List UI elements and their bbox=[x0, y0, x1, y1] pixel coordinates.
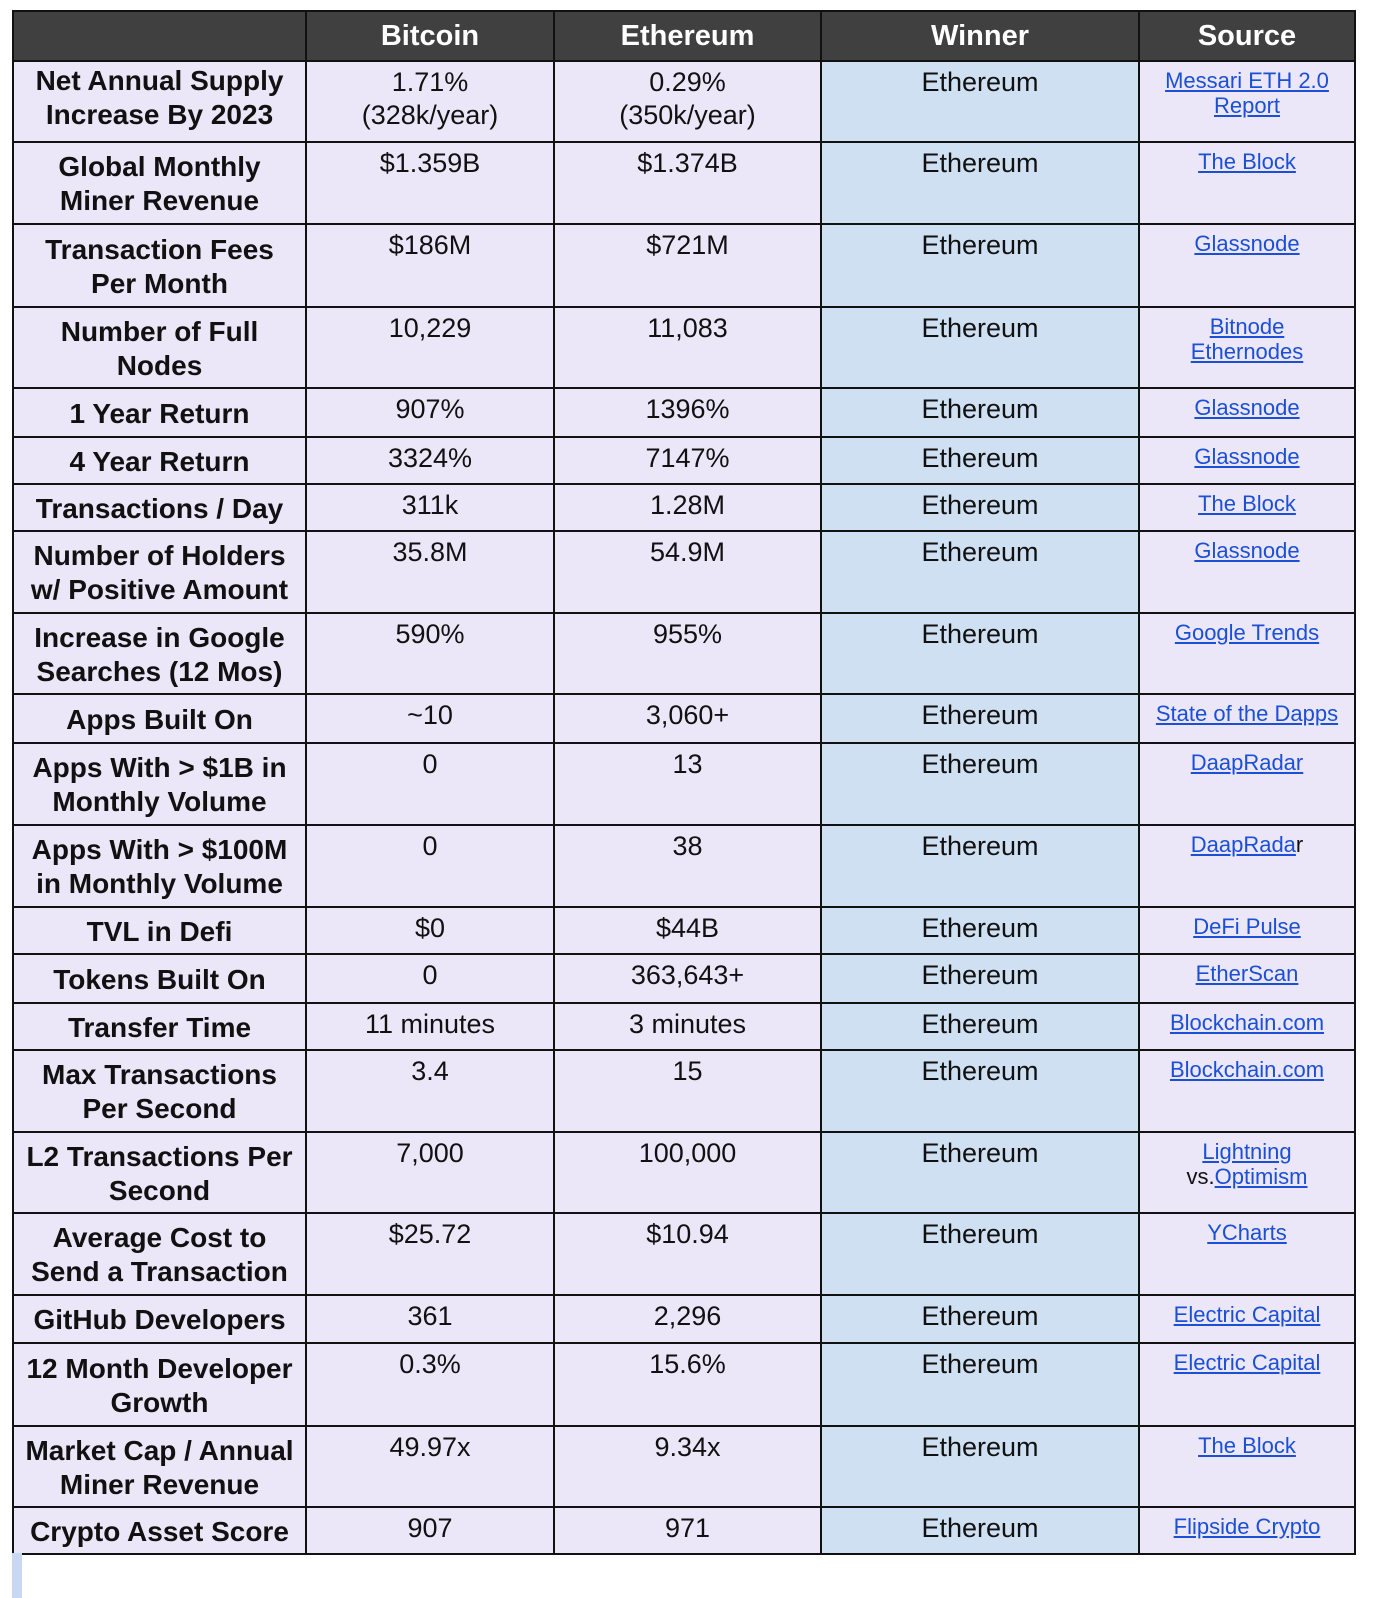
winner-value: Ethereum bbox=[821, 1050, 1139, 1132]
winner-value: Ethereum bbox=[821, 1343, 1139, 1426]
winner-value: Ethereum bbox=[821, 954, 1139, 1003]
source-cell bbox=[1139, 61, 1355, 142]
metric-label bbox=[13, 224, 306, 307]
cell-line: (350k/year) bbox=[619, 100, 756, 130]
ethereum-value: $1.374B bbox=[554, 142, 821, 224]
comparison-table-container bbox=[12, 10, 1356, 1555]
bitcoin-value: 3324% bbox=[306, 437, 554, 484]
source-cell bbox=[1139, 743, 1355, 825]
metric-label-line: Nodes bbox=[116, 349, 203, 381]
winner-value: Ethereum bbox=[821, 224, 1139, 307]
ethereum-value: $10.94 bbox=[554, 1213, 821, 1295]
winner-value: Ethereum bbox=[821, 694, 1139, 743]
ethereum-value: 15 bbox=[554, 1050, 821, 1132]
metric-label-line: w/ Positive Amount bbox=[30, 574, 289, 605]
metric-label-line: 12 Month Developer bbox=[26, 1352, 293, 1384]
table-row bbox=[13, 825, 1355, 907]
metric-label-line: Average Cost to bbox=[52, 1222, 267, 1253]
source-link[interactable]: DaapRadar bbox=[1190, 750, 1304, 775]
metric-label bbox=[13, 307, 306, 388]
selection-strip bbox=[12, 1553, 22, 1598]
source-cell bbox=[1139, 907, 1355, 954]
metric-label: Tokens Built On bbox=[13, 954, 306, 1003]
ethereum-value: 38 bbox=[554, 825, 821, 907]
ethereum-value: 955% bbox=[554, 613, 821, 694]
table-row bbox=[13, 954, 1355, 1003]
source-link[interactable]: EtherScan bbox=[1195, 961, 1299, 986]
source-link[interactable]: DaapRada bbox=[1190, 832, 1296, 857]
table-row bbox=[13, 1343, 1355, 1426]
metric-label bbox=[13, 1213, 306, 1295]
table-row bbox=[13, 142, 1355, 224]
metric-label bbox=[13, 61, 306, 142]
ethereum-value: 13 bbox=[554, 743, 821, 825]
bitcoin-value: 0 bbox=[306, 954, 554, 1003]
winner-value: Ethereum bbox=[821, 743, 1139, 825]
metric-label: GitHub Developers bbox=[13, 1295, 306, 1343]
metric-label-line: Monthly Volume bbox=[52, 786, 267, 817]
metric-label bbox=[13, 531, 306, 613]
source-link[interactable]: Blockchain.com bbox=[1169, 1010, 1325, 1035]
source-link[interactable]: Electric Capital bbox=[1173, 1350, 1321, 1375]
source-cell bbox=[1139, 142, 1355, 224]
winner-value: Ethereum bbox=[821, 531, 1139, 613]
source-cell bbox=[1139, 1132, 1355, 1213]
metric-label-line: Number of Holders bbox=[33, 540, 286, 571]
metric-label-line: Net Annual Supply bbox=[35, 65, 284, 96]
winner-value: Ethereum bbox=[821, 1213, 1139, 1295]
table-row bbox=[13, 531, 1355, 613]
bitcoin-value: 907 bbox=[306, 1507, 554, 1554]
table-row bbox=[13, 1507, 1355, 1554]
source-link[interactable]: Lightning bbox=[1202, 1139, 1292, 1164]
bitcoin-value: 35.8M bbox=[306, 531, 554, 613]
metric-label: 4 Year Return bbox=[13, 437, 306, 484]
metric-label-line: Send a Transaction bbox=[31, 1256, 288, 1287]
metric-label-line: Searches (12 Mos) bbox=[36, 655, 283, 687]
metric-label-line: Market Cap / Annual bbox=[25, 1434, 294, 1466]
metric-label-line: in Monthly Volume bbox=[36, 868, 283, 899]
table-row bbox=[13, 743, 1355, 825]
source-link[interactable]: Glassnode bbox=[1194, 538, 1300, 563]
bitcoin-value: $25.72 bbox=[306, 1213, 554, 1295]
winner-value: Ethereum bbox=[821, 1507, 1139, 1554]
metric-label-line: Per Second bbox=[82, 1093, 237, 1124]
cell-line: 0.29% bbox=[649, 67, 726, 97]
source-link[interactable]: DeFi Pulse bbox=[1193, 914, 1301, 939]
bitcoin-value: 7,000 bbox=[306, 1132, 554, 1213]
source-cell bbox=[1139, 437, 1355, 484]
bitcoin-value: 49.97x bbox=[306, 1426, 554, 1507]
bitcoin-value: 590% bbox=[306, 613, 554, 694]
table-row bbox=[13, 1050, 1355, 1132]
bitcoin-value: 311k bbox=[306, 484, 554, 531]
metric-label: Transfer Time bbox=[13, 1003, 306, 1050]
metric-label bbox=[13, 1132, 306, 1213]
bitcoin-value: 0.3% bbox=[306, 1343, 554, 1426]
table-row bbox=[13, 1295, 1355, 1343]
metric-label bbox=[13, 1426, 306, 1507]
table-row bbox=[13, 484, 1355, 531]
source-cell bbox=[1139, 613, 1355, 694]
source-link[interactable]: Optimism bbox=[1214, 1164, 1308, 1189]
table-row bbox=[13, 1213, 1355, 1295]
source-cell bbox=[1139, 388, 1355, 437]
metric-label-line: Max Transactions bbox=[42, 1059, 277, 1090]
metric-label-line: L2 Transactions Per bbox=[26, 1140, 293, 1172]
source-text: r bbox=[1295, 832, 1304, 857]
source-cell bbox=[1139, 1343, 1355, 1426]
metric-label-line: Apps With > $100M bbox=[31, 834, 288, 865]
source-link[interactable]: Blockchain.com bbox=[1169, 1057, 1325, 1082]
bitcoin-value: $186M bbox=[306, 224, 554, 307]
winner-value: Ethereum bbox=[821, 907, 1139, 954]
header-metric bbox=[13, 11, 306, 61]
ethereum-value: 11,083 bbox=[554, 307, 821, 388]
winner-value: Ethereum bbox=[821, 1295, 1139, 1343]
ethereum-value: 3,060+ bbox=[554, 694, 821, 743]
source-link[interactable]: Glassnode bbox=[1194, 395, 1300, 420]
cell-line: 1.71% bbox=[391, 67, 469, 97]
winner-value: Ethereum bbox=[821, 613, 1139, 694]
header-ethereum: Ethereum bbox=[554, 11, 821, 61]
ethereum-value bbox=[554, 61, 821, 142]
metric-label-line: Growth bbox=[110, 1386, 209, 1418]
metric-label: Apps Built On bbox=[13, 694, 306, 743]
winner-value: Ethereum bbox=[821, 437, 1139, 484]
source-link[interactable]: State of the Dapps bbox=[1155, 701, 1339, 726]
ethereum-value: 363,643+ bbox=[554, 954, 821, 1003]
source-cell bbox=[1139, 1295, 1355, 1343]
winner-value: Ethereum bbox=[821, 484, 1139, 531]
metric-label: Transactions / Day bbox=[13, 484, 306, 531]
winner-value: Ethereum bbox=[821, 307, 1139, 388]
table-row bbox=[13, 388, 1355, 437]
metric-label-line: Miner Revenue bbox=[59, 185, 260, 216]
ethereum-value: 7147% bbox=[554, 437, 821, 484]
table-row bbox=[13, 307, 1355, 388]
bitcoin-value: 907% bbox=[306, 388, 554, 437]
ethereum-value: $44B bbox=[554, 907, 821, 954]
table-row bbox=[13, 1426, 1355, 1507]
source-cell bbox=[1139, 825, 1355, 907]
source-cell bbox=[1139, 1003, 1355, 1050]
table-body bbox=[13, 61, 1355, 1554]
source-link[interactable]: Bitnode bbox=[1209, 314, 1285, 339]
source-link[interactable]: Glassnode bbox=[1194, 231, 1300, 256]
source-cell bbox=[1139, 1050, 1355, 1132]
source-cell bbox=[1139, 307, 1355, 388]
table-row bbox=[13, 61, 1355, 142]
winner-value: Ethereum bbox=[821, 388, 1139, 437]
ethereum-value: 54.9M bbox=[554, 531, 821, 613]
source-cell bbox=[1139, 1426, 1355, 1507]
header-source: Source bbox=[1139, 11, 1355, 61]
metric-label bbox=[13, 1050, 306, 1132]
metric-label-line: Miner Revenue bbox=[59, 1468, 260, 1500]
cell-line: (328k/year) bbox=[361, 100, 499, 130]
metric-label-line: Apps With > $1B in bbox=[32, 752, 287, 783]
bitcoin-value: 11 minutes bbox=[306, 1003, 554, 1050]
winner-value: Ethereum bbox=[821, 825, 1139, 907]
table-row bbox=[13, 694, 1355, 743]
winner-value: Ethereum bbox=[821, 1003, 1139, 1050]
winner-value: Ethereum bbox=[821, 1426, 1139, 1507]
header-row bbox=[13, 11, 1355, 61]
table-row bbox=[13, 437, 1355, 484]
ethereum-value: 2,296 bbox=[554, 1295, 821, 1343]
metric-label-line: Per Month bbox=[91, 267, 228, 299]
ethereum-value: 15.6% bbox=[554, 1343, 821, 1426]
ethereum-value: 3 minutes bbox=[554, 1003, 821, 1050]
source-link[interactable]: Ethernodes bbox=[1190, 339, 1304, 364]
metric-label bbox=[13, 743, 306, 825]
bitcoin-value: 0 bbox=[306, 825, 554, 907]
table-row bbox=[13, 907, 1355, 954]
bitcoin-value: $0 bbox=[306, 907, 554, 954]
metric-label-line: Increase in Google bbox=[34, 621, 285, 653]
source-cell bbox=[1139, 224, 1355, 307]
source-text: vs. bbox=[1186, 1164, 1215, 1189]
source-link[interactable]: Flipside Crypto bbox=[1173, 1514, 1321, 1539]
bitcoin-value: ~10 bbox=[306, 694, 554, 743]
source-link[interactable]: The Block bbox=[1198, 491, 1296, 516]
source-link[interactable]: The Block bbox=[1198, 149, 1296, 174]
bitcoin-value: 3.4 bbox=[306, 1050, 554, 1132]
source-link[interactable]: The Block bbox=[1198, 1433, 1296, 1458]
source-cell bbox=[1139, 954, 1355, 1003]
ethereum-value: 9.34x bbox=[554, 1426, 821, 1507]
source-cell bbox=[1139, 531, 1355, 613]
metric-label: TVL in Defi bbox=[13, 907, 306, 954]
table-row bbox=[13, 224, 1355, 307]
metric-label-line: Increase By 2023 bbox=[45, 99, 274, 130]
winner-value: Ethereum bbox=[821, 61, 1139, 142]
source-cell bbox=[1139, 694, 1355, 743]
table-row bbox=[13, 1132, 1355, 1213]
winner-value: Ethereum bbox=[821, 142, 1139, 224]
header-bitcoin: Bitcoin bbox=[306, 11, 554, 61]
bitcoin-value: 0 bbox=[306, 743, 554, 825]
bitcoin-value: 361 bbox=[306, 1295, 554, 1343]
source-cell bbox=[1139, 1507, 1355, 1554]
bitcoin-value: $1.359B bbox=[306, 142, 554, 224]
metric-label bbox=[13, 142, 306, 224]
metric-label-line: Second bbox=[108, 1174, 211, 1206]
source-link[interactable]: Google Trends bbox=[1174, 620, 1320, 645]
bitcoin-value bbox=[306, 61, 554, 142]
metric-label-line: Global Monthly bbox=[58, 151, 261, 182]
bitcoin-vs-ethereum-table bbox=[12, 10, 1356, 1555]
table-row bbox=[13, 613, 1355, 694]
source-cell bbox=[1139, 484, 1355, 531]
metric-label: Crypto Asset Score bbox=[13, 1507, 306, 1554]
metric-label bbox=[13, 1343, 306, 1426]
source-cell bbox=[1139, 1213, 1355, 1295]
metric-label-line: Number of Full bbox=[60, 315, 259, 347]
ethereum-value: 971 bbox=[554, 1507, 821, 1554]
metric-label: 1 Year Return bbox=[13, 388, 306, 437]
ethereum-value: 1.28M bbox=[554, 484, 821, 531]
metric-label bbox=[13, 825, 306, 907]
source-link[interactable]: Messari ETH 2.0 Report bbox=[1165, 68, 1329, 118]
source-link[interactable]: Glassnode bbox=[1194, 444, 1300, 469]
bitcoin-value: 10,229 bbox=[306, 307, 554, 388]
ethereum-value: $721M bbox=[554, 224, 821, 307]
winner-value: Ethereum bbox=[821, 1132, 1139, 1213]
metric-label-line: Transaction Fees bbox=[45, 233, 274, 265]
header-winner: Winner bbox=[821, 11, 1139, 61]
metric-label bbox=[13, 613, 306, 694]
ethereum-value: 1396% bbox=[554, 388, 821, 437]
source-link[interactable]: YCharts bbox=[1207, 1220, 1287, 1245]
ethereum-value: 100,000 bbox=[554, 1132, 821, 1213]
source-link[interactable]: Electric Capital bbox=[1173, 1302, 1321, 1327]
table-row bbox=[13, 1003, 1355, 1050]
